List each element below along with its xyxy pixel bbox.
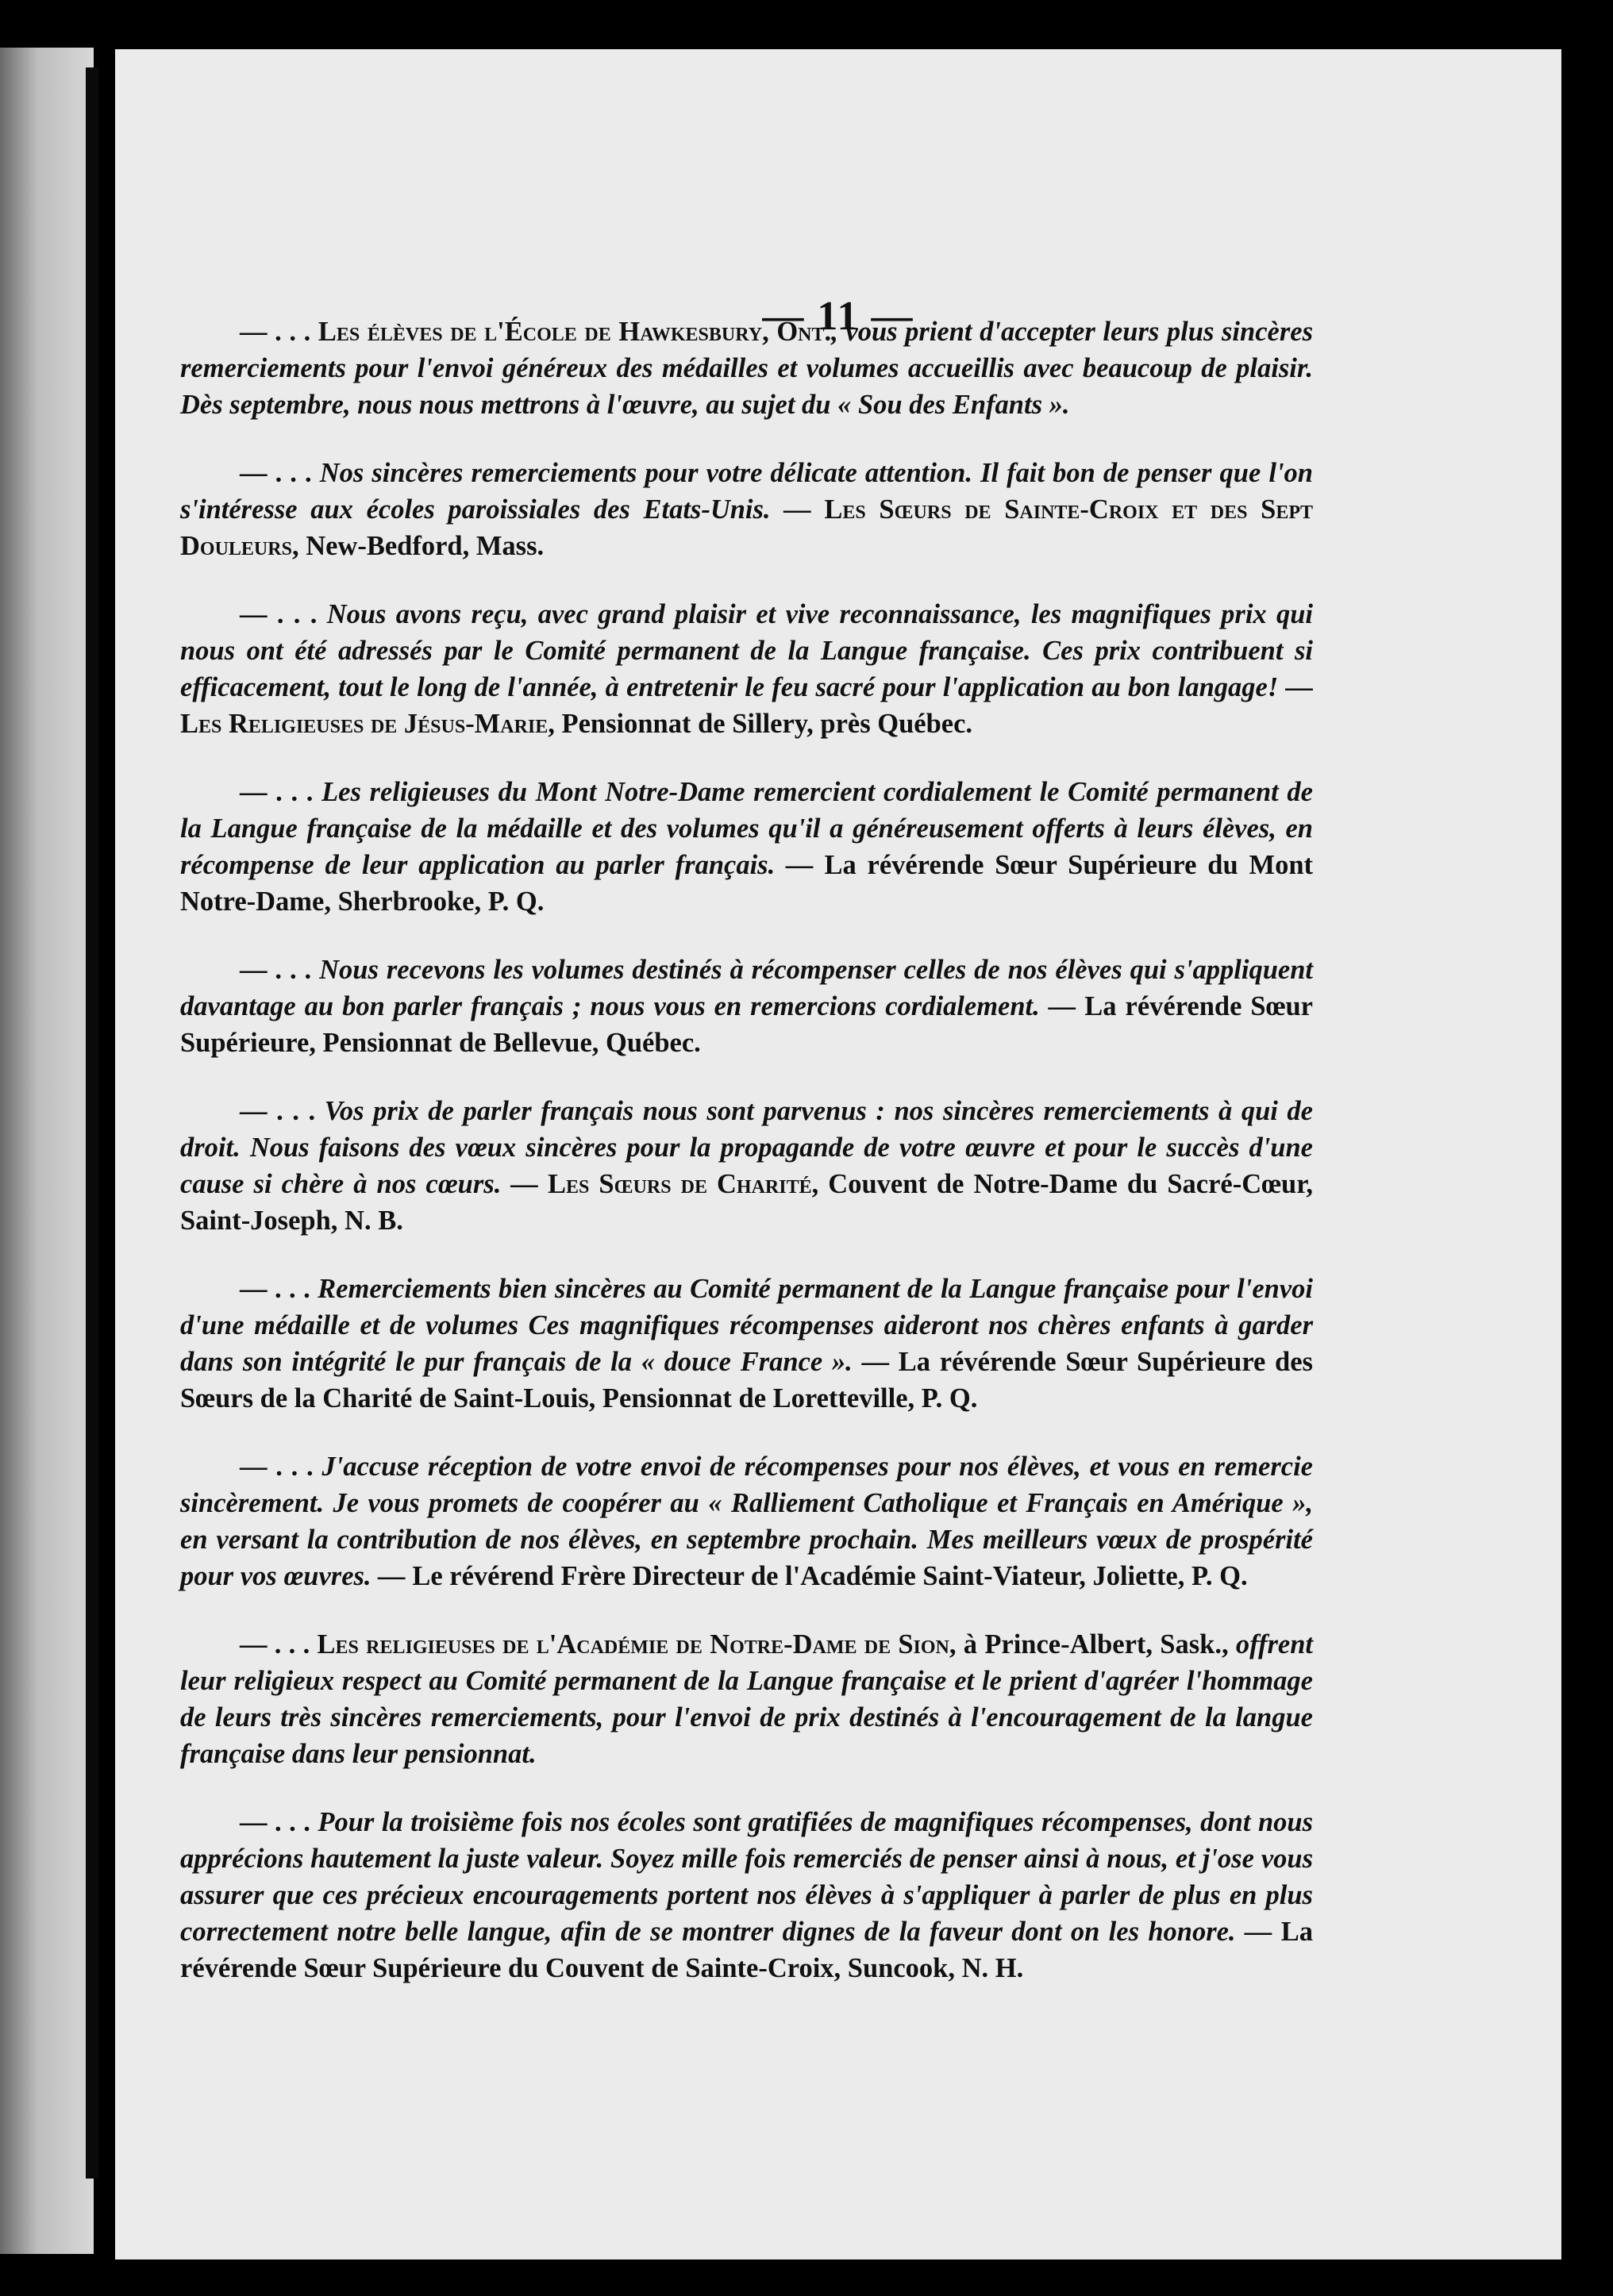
entry-message: offrent leur religieux respect au Comité permanent de la Langue française et le prient d'agréer l'hommage de leurs très sincères remerciements, pour l'envoi de prix destinés à l'encouragement de la langue française dans leur pensionnat. — [180, 1629, 1314, 1769]
binding-shadow — [86, 67, 98, 2179]
facing-page-edge — [0, 48, 94, 2254]
entry-lead: — . . . — [240, 955, 320, 985]
entry-sender: Les élèves de l'École de Hawkesbury, Ont. — [318, 317, 832, 347]
letter-entry — [180, 1626, 1313, 1772]
entry-message: J'accuse réception de votre envoi de récompenses pour nos élèves, et vous en remercie sincèrement. Je vous promets de coopérer au « Ralliement Catholique et Français en Amérique », en versant la contribution de nos élèves, en septembre prochain. Mes meilleurs vœux de prospérité pour vos œuvres. — — [180, 1452, 1313, 1591]
page-number: — 11 — — [762, 294, 914, 339]
entry-location: , à Prince-Albert, Sask., — [949, 1629, 1236, 1660]
entry-location: , New-Bedford, Mass. — [291, 531, 545, 561]
entry-signature: La révérende Sœur Supérieure, Pensionnat de Bellevue, Québec. — [180, 991, 1313, 1058]
entry-lead: — . . . — [240, 1807, 318, 1837]
letter-entry — [180, 1093, 1313, 1239]
entry-location: , Couvent de Notre-Dame du Sacré-Cœur, Saint-Joseph, N. B. — [180, 1169, 1313, 1236]
letters-column — [180, 313, 1313, 2018]
entry-lead: — . . . — [240, 777, 322, 807]
letter-entry — [180, 1271, 1313, 1417]
entry-signature: — La révérende Sœur Supérieure des Sœurs de la Charité de Saint-Louis, Pensionnat de Loretteville, P. Q. — [180, 1347, 1313, 1413]
letter-entry — [180, 1804, 1313, 1986]
letter-entry — [180, 1448, 1313, 1594]
entry-sender: Les Religieuses de Jésus-Marie — [180, 709, 549, 739]
letter-entry — [180, 596, 1313, 742]
entry-signature: La révérende Sœur Supérieure du Couvent de Sainte-Croix, Suncook, N. H. — [180, 1917, 1313, 1983]
entry-signature: La révérende Sœur Supérieure du Mont Notre-Dame, Sherbrooke, P. Q. — [180, 850, 1314, 917]
entry-lead: — . . . — [240, 1452, 322, 1482]
entry-message: Nos sincères remerciements pour votre délicate attention. Il fait bon de penser que l'on s'intéresse aux écoles paroissiales des Etats-Unis. — — [180, 458, 1313, 525]
entry-message: Les religieuses du Mont Notre-Dame remercient cordialement le Comité permanent de la Langue française de la médaille et des volumes qu'il a généreusement offerts à leurs élèves, en récompense de leur application au parler français. — — [180, 777, 1313, 880]
entry-lead: — . . . — [240, 599, 327, 629]
entry-signature: Le révérend Frère Directeur de l'Académie Saint-Viateur, Joliette, P. Q. — [412, 1561, 1248, 1591]
letter-entry — [180, 313, 1313, 423]
entry-message: Remerciements bien sincères au Comité permanent de la Langue française pour l'envoi d'une médaille et de volumes Ces magnifiques récompenses aideront nos chères enfants à garder dans son intégrité le pur français de la « douce France ». — [180, 1274, 1313, 1377]
entry-message: Vos prix de parler français nous sont parvenus : nos sincères remerciements à qui de droit. Nous faisons des vœux sincères pour la propagande de votre œuvre et pour le succès d'une cause si chère à nos cœurs. — — [180, 1096, 1313, 1199]
entry-location: , Pensionnat de Sillery, près Québec. — [548, 709, 973, 739]
entry-message: Pour la troisième fois nos écoles sont gratifiées de magnifiques récompenses, dont nous apprécions hautement la juste valeur. Soyez mille fois remerciés de penser ainsi à nous, et j'ose vous assurer que ces précieux encouragements portent nos élèves à s'appliquer à parler de plus en plus correctement notre belle langue, afin de se montrer dignes de la faveur dont on les honore. — — [180, 1807, 1313, 1947]
entry-sender: Les Sœurs de Sainte-Croix et des Sept Douleurs — [180, 494, 1313, 561]
entry-lead: — . . . — [240, 1274, 318, 1304]
letter-entry — [180, 774, 1313, 920]
letter-entry — [180, 952, 1313, 1061]
letter-entry — [180, 455, 1313, 564]
entry-sender: Les religieuses de l'Académie de Notre-Dame de Sion — [317, 1629, 949, 1660]
entry-lead: — . . . — [240, 458, 320, 488]
entry-message: Nous recevons les volumes destinés à récompenser celles de nos élèves qui s'appliquent davantage au bon parler français ; nous vous en remercions cordialement. — — [180, 955, 1314, 1021]
entry-message: , vous prient d'accepter leurs plus sincères remerciements pour l'envoi généreux des médailles et volumes accueillis avec beaucoup de plaisir. Dès septembre, nous nous mettrons à l'œuvre, au sujet du « Sou des Enfants ». — [180, 317, 1313, 420]
entry-sender: Les Sœurs de Charité — [547, 1169, 812, 1199]
entry-lead: — . . . — [240, 317, 318, 347]
entry-lead: — . . . — [240, 1629, 318, 1660]
entry-lead: — . . . — [240, 1096, 325, 1126]
entry-message: Nous avons reçu, avec grand plaisir et vive reconnaissance, les magnifiques prix qui nous ont été adressés par le Comité permanent de la Langue française. Ces prix contribuent si efficacement, tout le long de l'année, à entretenir le feu sacré pour l'application au bon langage! — — [180, 599, 1314, 702]
